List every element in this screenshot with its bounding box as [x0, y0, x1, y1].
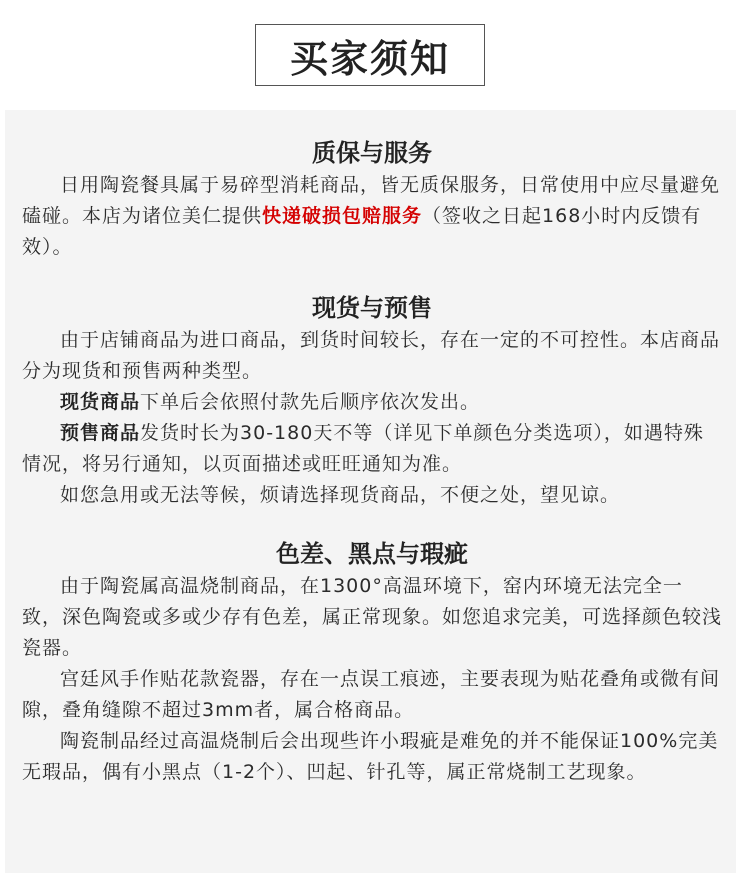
warranty-paragraph	[22, 170, 722, 263]
presale-paragraph	[22, 418, 722, 480]
warranty-text-part1: 日用陶瓷餐具属于易碎型消耗商品，皆无质保服务，日常使用中应尽量避免磕碰。本店为诸位美仁提供	[22, 174, 721, 227]
section-heading-stock: 现货与预售	[312, 294, 432, 322]
warranty-text-part2: （签收之日起168小时内反馈有效）。	[22, 205, 702, 258]
in-stock-label: 现货商品	[60, 391, 141, 413]
presale-label: 预售商品	[60, 422, 141, 444]
notice-panel	[5, 110, 736, 873]
section-warranty-service	[22, 136, 722, 263]
section-color-defects	[22, 537, 722, 788]
decal-paragraph: 宫廷风手作贴花款瓷器，存在一点误工痕迹，主要表现为贴花叠角或微有间隙，叠角缝隙不超过3mm者，属合格商品。	[22, 668, 721, 721]
section-heading-warranty: 质保与服务	[312, 139, 432, 167]
color-difference-paragraph: 由于陶瓷属高温烧制商品，在1300°高温环境下，窑内环境无法完全一致，深色陶瓷或多或少存有色差，属正常现象。如您追求完美，可选择颜色较浅瓷器。	[22, 575, 723, 659]
section-stock-presale	[22, 291, 722, 511]
presale-text: 发货时长为30-180天不等（详见下单颜色分类选项），如遇特殊情况，将另行通知，以页面描述或旺旺通知为准。	[22, 422, 704, 475]
urgent-paragraph: 如您急用或无法等候，烦请选择现货商品，不便之处，望见谅。	[60, 484, 621, 506]
stock-intro-paragraph: 由于店铺商品为进口商品，到货时间较长，存在一定的不可控性。本店商品分为现货和预售两种类型。	[22, 329, 721, 382]
section-heading-defects: 色差、黑点与瑕疵	[276, 540, 468, 568]
damage-compensation-highlight: 快递破损包赔服务	[262, 205, 423, 227]
in-stock-text: 下单后会依照付款先后顺序依次发出。	[140, 391, 481, 413]
in-stock-paragraph	[22, 387, 722, 418]
page-title: 买家须知	[255, 24, 485, 86]
flaw-paragraph: 陶瓷制品经过高温烧制后会出现些许小瑕疵是难免的并不能保证100%完美无瑕品，偶有小黑点（1-2个）、凹起、针孔等，属正常烧制工艺现象。	[22, 730, 719, 783]
